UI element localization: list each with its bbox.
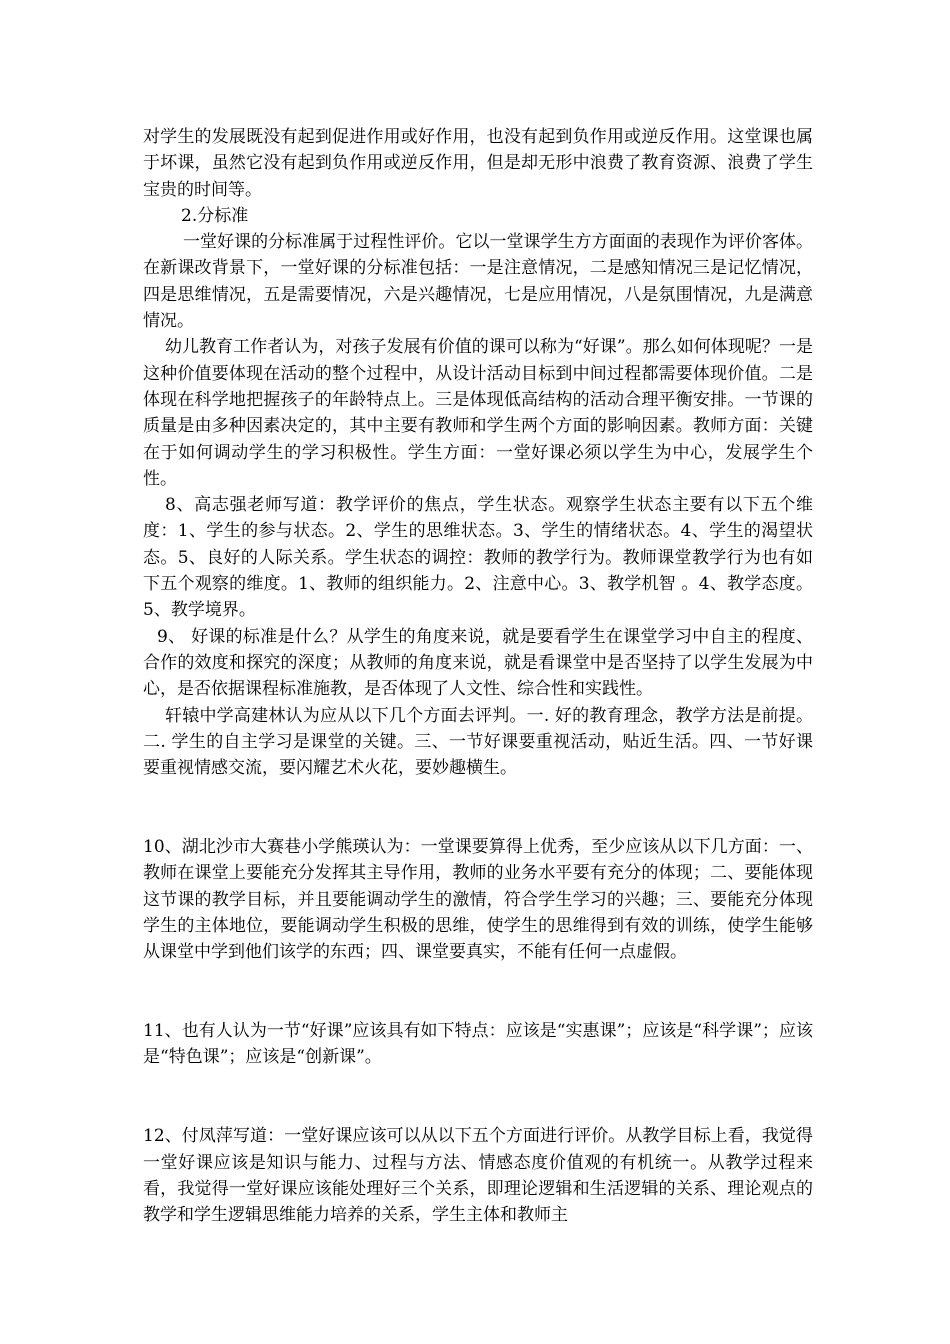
paragraph-item-10: 10、湖北沙市大赛巷小学熊瑛认为：一堂课要算得上优秀，至少应该从以下几方面：一、教师在课堂上要能充分发挥其主导作用，教师的业务水平要有充分的体现；二、要能体现这节课的教学目标，并且要能调动学生的激情，符合学生学习的兴趣；三、要能充分体现学生的主体地位，要能调动学生积极的思维，使学生的思维得到有效的训练，使学生能够从课堂中学到他们该学的东西；四、课堂要真实，不能有任何一点虚假。 xyxy=(143,837,813,963)
paragraph-bad-lesson-conclusion: 对学生的发展既没有起到促进作用或好作用，也没有起到负作用或逆反作用。这堂课也属于坏课，虽然它没有起到负作用或逆反作用，但是却无形中浪费了教育资源、浪费了学生宝贵的时间等。 xyxy=(143,127,813,200)
paragraph-spacer xyxy=(143,966,813,1019)
paragraph-xuanyuan-school: 轩辕中学高建林认为应从以下几个方面去评判。一. 好的教育理念，教学方法是前提。二. 学生的自主学习是课堂的关键。三、一节好课要重视活动，贴近生活。四、一节好课要重视情感交流，要闪耀艺术火花，要妙趣横生。 xyxy=(143,705,813,779)
paragraph-item-9: 9、 好课的标准是什么？从学生的角度来说，就是要看学生在课堂学习中自主的程度、合作的效度和探究的深度；从教师的角度来说，就是看课堂中是否坚持了以学生发展为中心，是否依据课程标准施教，是否体现了人文性、综合性和实践性。 xyxy=(143,626,813,700)
section-heading-score-criteria: 2.分标准 xyxy=(181,205,249,226)
paragraph-spacer xyxy=(143,1071,813,1124)
document-body xyxy=(143,124,813,1228)
paragraph-score-criteria: 一堂好课的分标准属于过程性评价。它以一堂课学生方方面面的表现作为评价客体。在新课改背景下，一堂好课的分标准包括：一是注意情况，二是感知情况三是记忆情况，四是思维情况，五是需要情况，六是兴趣情况，七是应用情况，八是氛围情况，九是满意情况。 xyxy=(143,232,813,332)
paragraph-spacer xyxy=(143,781,813,834)
paragraph-item-8: 8、高志强老师写道：教学评价的焦点，学生状态。观察学生状态主要有以下五个维度：1、学生的参与状态。2、学生的思维状态。3、学生的情绪状态。4、学生的渴望状态。5、良好的人际关系。学生状态的调控：教师的教学行为。教师课堂教学行为也有如下五个观察的维度。1、教师的组织能力。2、注意中心。3、教学机智 。4、教学态度。5、教学境界。 xyxy=(143,495,813,621)
paragraph-item-12: 12、付凤萍写道：一堂好课应该可以从以下五个方面进行评价。从教学目标上看，我觉得一堂好课应该是知识与能力、过程与方法、情感态度价值观的有机统一。从教学过程来看，我觉得一堂好课应该能处理好三个关系，即理论逻辑和生活逻辑的关系、理论观点的教学和学生逻辑思维能力培养的关系，学生主体和教师主 xyxy=(143,1126,813,1226)
paragraph-early-education-view: 幼儿教育工作者认为，对孩子发展有价值的课可以称为“好课”。那么如何体现呢？一是这种价值要体现在活动的整个过程中，从设计活动目标到中间过程都需要体现价值。二是体现在科学地把握孩子的年龄特点上。三是体现低高结构的活动合理平衡安排。一节课的质量是由多种因素决定的，其中主要有教师和学生两个方面的影响因素。教师方面：关键在于如何调动学生的学习积极性。学生方面：一堂好课必须以学生为中心，发展学生个性。 xyxy=(143,337,813,489)
paragraph-item-11: 11、也有人认为一节“好课”应该具有如下特点：应该是“实惠课”；应该是“科学课”；应该是“特色课”；应该是“创新课”。 xyxy=(143,1021,813,1068)
